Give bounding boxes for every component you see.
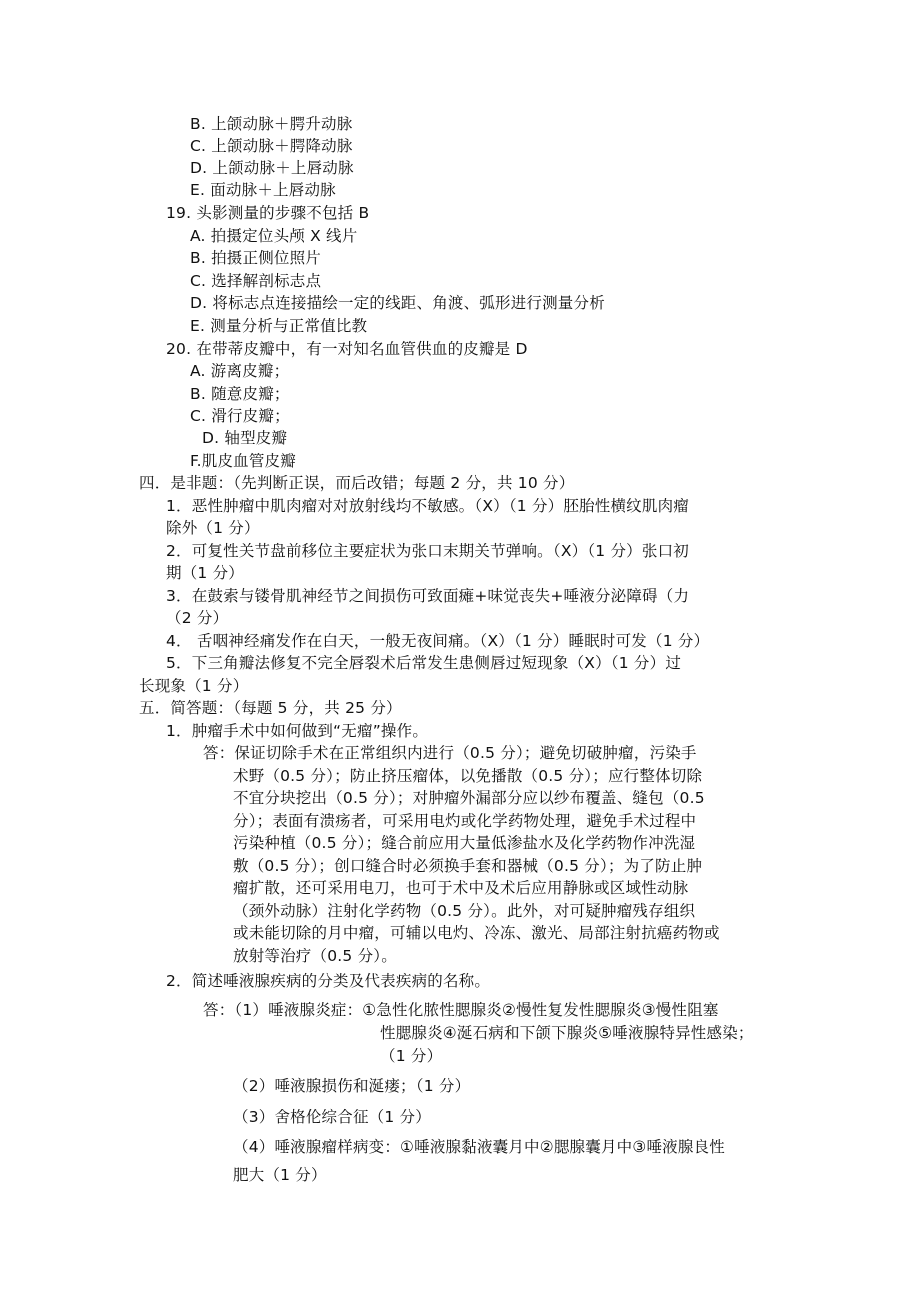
q19-option-d: D. 将标志点连接描绘一定的线距、角渡、弧形进行测量分析 — [190, 294, 605, 312]
section4-line: 5．下三角瓣法修复不完全唇裂术后常发生患侧唇过短现象（X）（1 分）过 — [166, 654, 682, 672]
section5-heading: 五．简答题：（每题 5 分，共 25 分） — [139, 699, 402, 717]
section5-q2-answer-line: （1 分） — [380, 1047, 443, 1065]
section4-line: 2．可复性关节盘前移位主要症状为张口末期关节弹响。（X）（1 分）张口初 — [166, 542, 689, 560]
section5-q2-answer-line: （3）舍格伦综合征（1 分） — [233, 1108, 431, 1126]
section5-q1-question: 1．肿瘤手术中如何做到“无瘤”操作。 — [166, 722, 429, 740]
q19-option-a: A. 拍摄定位头颅 X 线片 — [190, 227, 358, 245]
q20-option-b: B. 随意皮瓣； — [190, 385, 290, 403]
q19-question: 19. 头影测量的步骤不包括 B — [166, 204, 370, 222]
section5-q1-answer-line: 污染种植（0.5 分）；缝合前应用大量低渗盐水及化学药物作冲洗湿 — [233, 834, 696, 852]
q20-option-c: C. 滑行皮瓣； — [190, 407, 290, 425]
section5-q2-answer-line: 答：（1）唾液腺炎症：①急性化脓性腮腺炎②慢性复发性腮腺炎③慢性阻塞 — [203, 1001, 719, 1019]
q18-option-c: C. 上颌动脉＋腭降动脉 — [190, 137, 353, 155]
section4-line: 期（1 分） — [166, 564, 244, 582]
section4-line: 除外（1 分） — [166, 519, 260, 537]
q20-question: 20. 在带蒂皮瓣中，有一对知名血管供血的皮瓣是 D — [166, 340, 528, 358]
section5-q2-answer-line: 肥大（1 分） — [233, 1166, 327, 1184]
section4-line: （2 分） — [166, 609, 229, 627]
section5-q1-answer-line: 术野（0.5 分）；防止挤压瘤体，以免播散（0.5 分）；应行整体切除 — [233, 767, 703, 785]
q20-option-d: D. 轴型皮瓣 — [202, 429, 288, 447]
section4-line: 1．恶性肿瘤中肌肉瘤对对放射线均不敏感。（X）（1 分）胚胎性横纹肌肉瘤 — [166, 497, 689, 515]
section4-line: 3．在鼓索与镂骨肌神经节之间损伤可致面瘫+味觉丧失+唾液分泌障碍（力 — [166, 587, 690, 605]
section5-q1-answer-line: 敷（0.5 分）；创口缝合时必须换手套和器械（0.5 分）；为了防止肿 — [233, 857, 703, 875]
q20-option-f: F.肌皮血管皮瓣 — [190, 452, 296, 470]
section5-q2-answer-line: （4）唾液腺瘤样病变：①唾液腺黏液囊月中②腮腺囊月中③唾液腺良性 — [233, 1138, 725, 1156]
section4-heading: 四．是非题：（先判断正误，而后改错；每题 2 分，共 10 分） — [139, 474, 575, 492]
section5-q1-answer-line: 不宜分块挖出（0.5 分）；对肿瘤外漏部分应以纱布覆盖、缝包（0.5 — [233, 789, 705, 807]
section5-q1-answer-line: （颈外动脉）注射化学药物（0.5 分）。此外，对可疑肿瘤残存组织 — [233, 902, 696, 920]
q19-option-b: B. 拍摄正侧位照片 — [190, 249, 321, 267]
section4-line: 4． 舌咽神经痛发作在白天，一般无夜间痛。（X）（1 分）睡眠时可发（1 分） — [166, 632, 710, 650]
q19-option-c: C. 选择解剖标志点 — [190, 272, 322, 290]
section5-q2-answer-line: （2）唾液腺损伤和涎瘘；（1 分） — [233, 1077, 471, 1095]
section5-q1-answer-line: 瘤扩散，还可采用电刀，也可于术中及术后应用静脉或区域性动脉 — [233, 879, 689, 897]
q18-option-b: B. 上颌动脉＋腭升动脉 — [190, 115, 353, 133]
q18-option-d: D. 上颌动脉＋上唇动脉 — [190, 159, 354, 177]
section5-q1-answer-line: 分）；表面有溃疡者，可采用电灼或化学药物处理，避免手术过程中 — [233, 812, 697, 830]
section5-q1-answer-line: 放射等治疗（0.5 分）。 — [233, 947, 397, 965]
section5-q1-answer-line: 或未能切除的月中瘤，可辅以电灼、冷冻、激光、局部注射抗癌药物或 — [233, 924, 720, 942]
q19-option-e: E. 测量分析与正常值比教 — [190, 317, 368, 335]
q20-option-a: A. 游离皮瓣； — [190, 362, 290, 380]
section5-q2-answer-line: 性腮腺炎④涎石病和下颌下腺炎⑤唾液腺特异性感染； — [380, 1024, 754, 1042]
q18-option-e: E. 面动脉＋上唇动脉 — [190, 181, 336, 199]
section5-q2-question: 2．简述唾液腺疾病的分类及代表疾病的名称。 — [166, 972, 491, 990]
section4-line: 长现象（1 分） — [139, 677, 249, 695]
section5-q1-answer-line: 答：保证切除手术在正常组织内进行（0.5 分）；避免切破肿瘤，污染手 — [203, 744, 697, 762]
